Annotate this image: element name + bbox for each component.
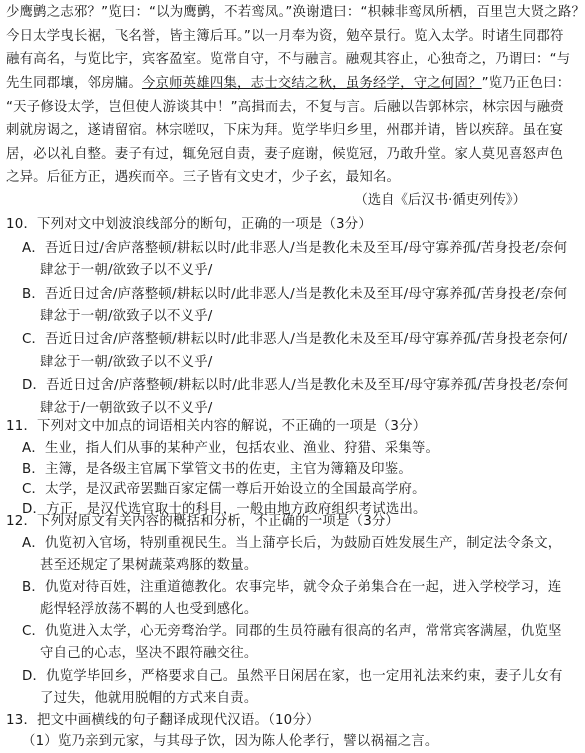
passage-line-7: 居，必以礼自整。妻子有过，辄免冠自责，妻子庭谢，候览冠，乃敢升堂。家人莫见喜怒声色: [6, 147, 564, 162]
q10-option-c-line-2: 肆忿于一朝/欲致子以不义乎/: [40, 355, 213, 370]
q10-option-d-line-2: 肆忿于/一朝欲致子以不义乎/: [40, 401, 213, 416]
q10-option-b-line-1: B．吾近日过舍/庐落整顿/耕耘以时/此非恶人/当是教化未及至耳/母守寡养孤/苦身投老/奈何: [22, 287, 568, 302]
q12-option-a-line-2: 甚至还规定了果树蔬菜鸡豚的数量。: [40, 558, 258, 573]
passage-line-5: “天子修设太学，岂但使人游谈其中！”高揖而去，不复与言。后融以告郭林宗，林宗因与融赍: [6, 100, 564, 115]
passage-line-6: 刺就房谒之，遂请留宿。林宗嗟叹，下床为拜。览学毕归乡里，州郡并请，皆以疾辞。虽在宴: [6, 123, 564, 138]
q12-option-c-line-1: C．仇览进入太学，心无旁骛治学。同郡的生员符融有很高的名声，常常宾客满屋，仇览坚: [22, 624, 562, 639]
passage-line-8: 之异。后征方正，遇疾而卒。三子皆有文史才，少子玄，最知名。: [6, 170, 401, 185]
q11-option-b: B．主簿，是各级主官属下掌管文书的佐吏，主官为簿籍及印鉴。: [22, 462, 412, 477]
passage-line-4: [6, 75, 570, 93]
passage-source: （选自《后汉书·循吏列传》）: [354, 193, 526, 208]
passage-line-3: 融有高名，与览比宇，宾客盈室。览常自守，不与融言。融观其容止，心独奇之，乃谓曰：“与: [6, 52, 571, 67]
q11-option-a: A．生业，指人们从事的某种产业，包括农业、渔业、狩猎、采集等。: [22, 441, 440, 456]
q10-option-d-line-1: D．吾近日过舍/庐落整顿/耕耘以时/此非恶人/当是教化未及至耳/母守寡养孤/苦身投老/奈何: [22, 378, 569, 393]
q10-option-a-line-1: A．吾近日过/舍庐落整顿/耕耘以时/此非恶人/当是教化未及至耳/母守寡养孤/苦身投老/奈何: [22, 241, 568, 256]
passage-line-1: 少鹰鹯之志邪？”览曰：“以为鹰鹯，不若鸾凤。”涣谢遣曰：“枳棘非鸾凤所栖，百里岂大贤之路？: [6, 5, 585, 20]
q10-option-b-line-2: 肆忿于一朝/欲致子以不义乎/: [40, 309, 213, 324]
q10-stem: 10．下列对文中划波浪线部分的断句，正确的一项是（3分）: [6, 217, 372, 232]
q12-option-d-line-2: 了过失，他就用脱帽的方式来自责。: [40, 691, 258, 706]
q11-stem: 11．下列对文中加点的词语相关内容的解说，不正确的一项是（3分）: [6, 419, 427, 434]
q11-option-c: C．太学，是汉武帝罢黜百家定儒一尊后开始设立的全国最高学府。: [22, 482, 426, 497]
passage-line-4-before: 先生同郡壤，邻房牖。: [6, 76, 142, 91]
q13-item-1: （1）览乃亲到元家，与其母子饮，因为陈人伦孝行，譬以祸福之言。: [22, 734, 439, 749]
q12-stem: 12．下列对原文有关内容的概括和分析，不正确的一项是（3分）: [6, 514, 400, 529]
q12-option-b-line-2: 彪悍轻浮放荡不羁的人也受到感化。: [40, 602, 258, 617]
q12-option-b-line-1: B．仇览对待百姓，注重道德教化。农事完毕，就令众子弟集合在一起，进入学校学习，连: [22, 580, 562, 595]
q13-stem: 13．把文中画横线的句子翻译成现代汉语。（10分）: [6, 713, 320, 728]
q12-option-c-line-2: 守自己的心志，坚决不跟符融交往。: [40, 646, 258, 661]
q10-option-c-line-1: C．吾近日过舍/庐落整顿/耕耘以时/此非恶人/当是教化未及至耳/母守寡养孤/苦身投老奈何/: [22, 332, 568, 347]
q12-option-d-line-1: D．仇览学毕回乡，严格要求自己。虽然平日闲居在家，也一定用礼法来约束，妻子儿女有: [22, 669, 563, 684]
underlined-sentence: 今京师英雄四集，志士交结之秋，虽务经学，守之何固？: [141, 76, 482, 91]
q10-option-a-line-2: 肆忿于一朝/欲致子以不义乎/: [40, 263, 213, 278]
passage-line-2: 今日太学曳长裾，飞名誉，皆主簿后耳。”以一月奉为资，勉卒景行。览入太学。时诸生同郡符: [6, 29, 564, 44]
q11-option-d: D．方正，是汉代选官取士的科目，一般由地方政府组织考试选出。: [22, 502, 427, 517]
q12-option-a-line-1: A．仇览初入官场，特别重视民生。当上蒲亭长后，为鼓励百姓发展生产，制定法令条文，: [22, 536, 562, 551]
passage-line-4-after: ”览乃正色曰：: [481, 76, 571, 91]
